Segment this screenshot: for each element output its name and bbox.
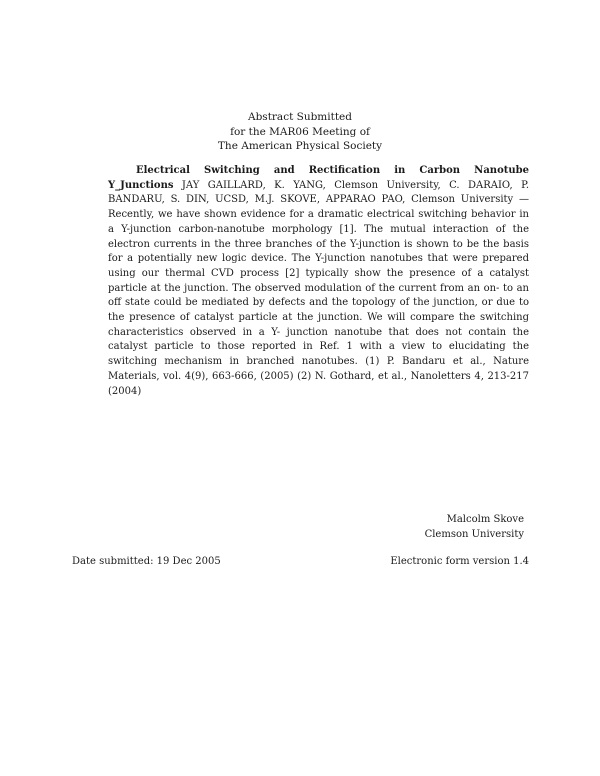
form-version: Electronic form version 1.4: [390, 556, 529, 567]
footer: [72, 555, 529, 569]
header-line-meeting: for the MAR06 Meeting of: [230, 125, 370, 138]
header-line-society: The American Physical Society: [217, 140, 383, 152]
abstract-title: Electrical Switching and Rectification in Carbon Nanotube Y_Junctions: [108, 165, 529, 191]
abstract-block: [108, 164, 529, 399]
abstract-authors: JAY GAILLARD, K. YANG, Clemson University, C. DARAIO, P. BANDARU, S. DIN, UCSD, M.J. SKOVE, APPARAO PAO, Clemson University: [108, 179, 529, 206]
date-submitted: Date submitted: 19 Dec 2005: [72, 556, 221, 567]
signature-name: Malcolm Skove: [446, 514, 524, 525]
abstract-body: — Recently, we have shown evidence for a dramatic electrical switching behavior in a Y-junction carbon-nanotube morphology [1]. The mutual interaction of the electron currents in the three branches of the Y-junction is shown to be the basis for a potentially new logic device. The Y-junction nanotubes that were prepared using our thermal CVD process [2] typically show the presence of a catalyst particle at the junction. The observed modulation of the current from an on- to an off state could be mediated by defects and the topology of the junction, or due to the presence of catalyst particle at the junction. We will compare the switching characteristics observed in a Y- junction nanotube that does not contain the catalyst particle to those reported in Ref. 1 with a view to elucidating the switching mechanism in branched nanotubes. (1) P. Bandaru et al., Nature Materials, vol. 4(9), 663-666, (2005) (2) N. Gothard, et al., Nanoletters 4, 213-217 (2004): [108, 194, 529, 397]
signature-block: [425, 513, 524, 542]
signature-affiliation: Clemson University: [424, 528, 524, 540]
submission-header: [0, 110, 600, 154]
header-line-abstract-submitted: Abstract Submitted: [248, 111, 352, 123]
